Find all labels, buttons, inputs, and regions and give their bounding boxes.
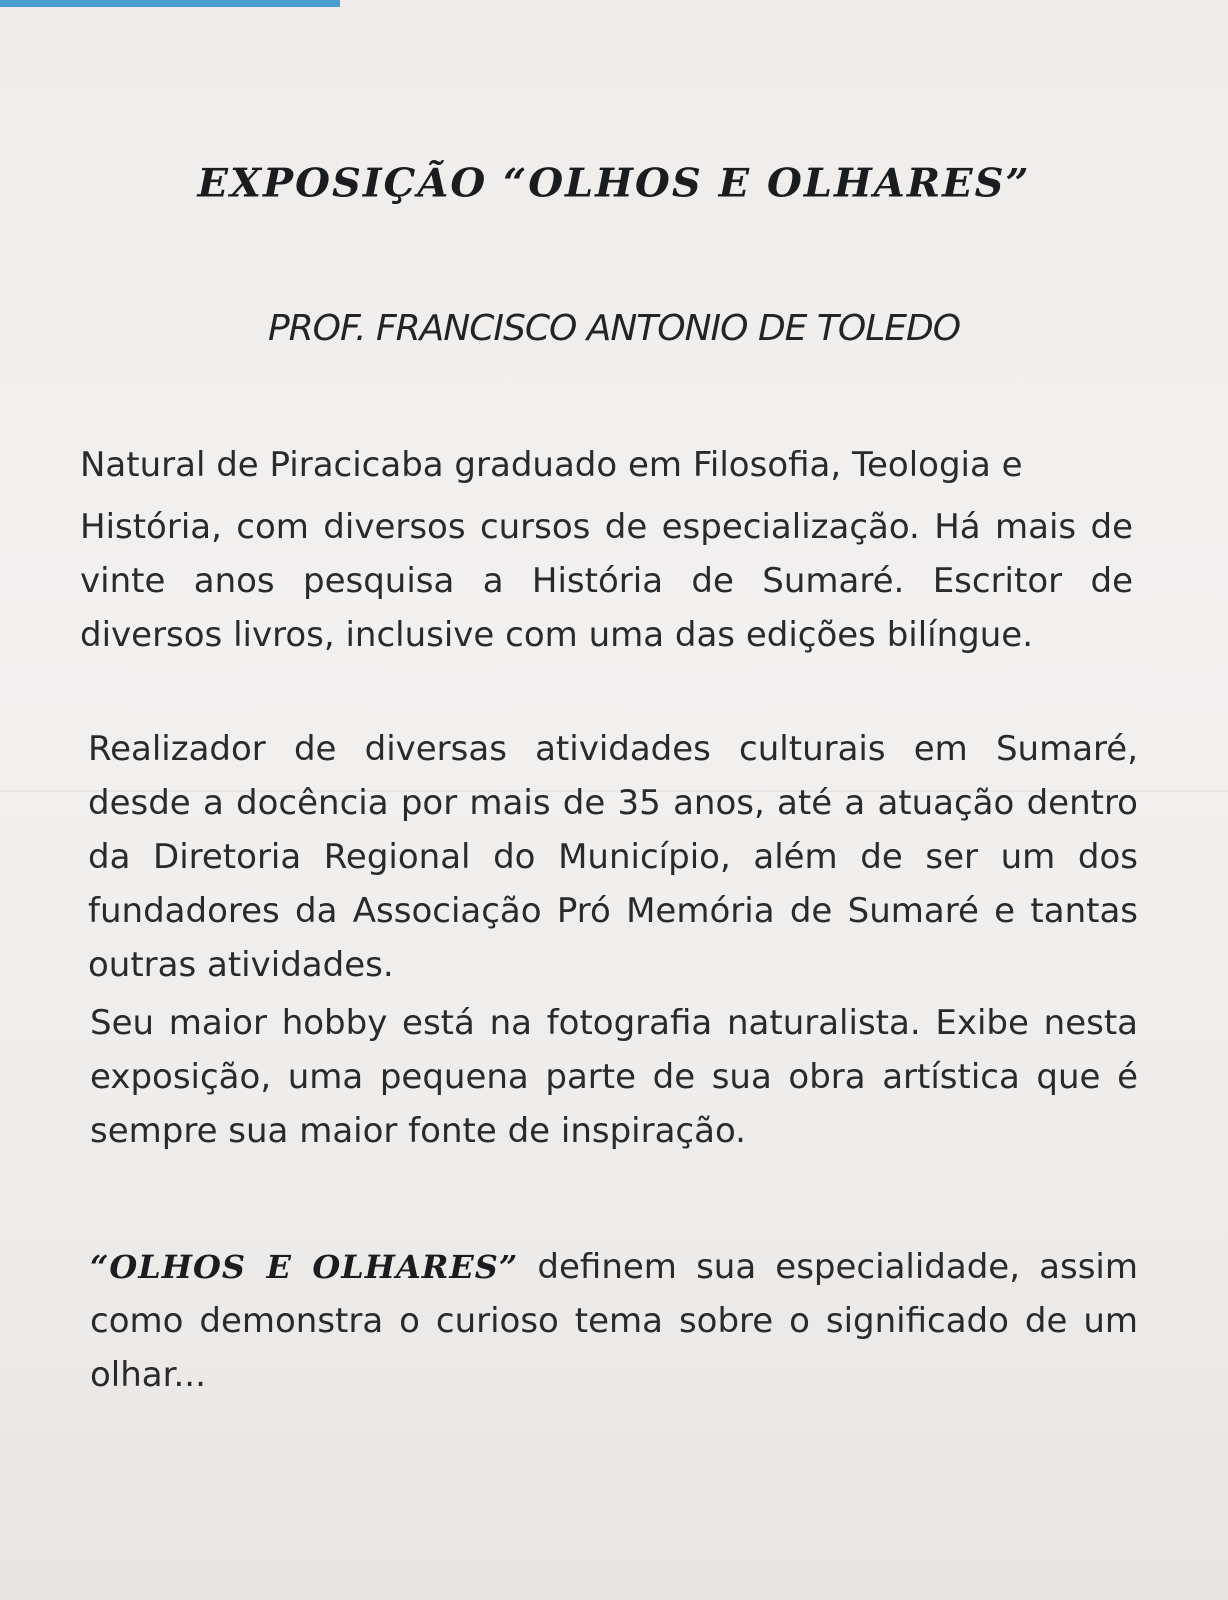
document-title: EXPOSIÇÃO “OLHOS E OLHARES” [197,160,1031,207]
author-name: PROF. FRANCISCO ANTONIO DE TOLEDO [267,308,961,349]
paragraph-biography [80,438,1133,662]
paragraph-closing [90,1240,1138,1402]
paragraph-hobby: Seu maior hobby está na fotografia naturalista. Exibe nesta exposição, uma pequena parte de sua obra artística que é sempre sua maior fonte de inspiração. [90,1003,1138,1151]
blue-edge [0,0,340,7]
paragraph-line: Natural de Piracicaba graduado em Filosofia, Teologia e [80,445,1023,485]
exhibition-name-emphasis: “OLHOS E OLHARES” [90,1248,519,1286]
paragraph-text: definem sua especialidade, assim como demonstra o curioso tema sobre o significado de um olhar... [90,1247,1138,1395]
paragraph-activities: Realizador de diversas atividades culturais em Sumaré, desde a docência por mais de 35 anos, até a atuação dentro da Diretoria Regional do Município, além de ser um dos fundadores da Associação Pró Memória de Sumaré e tantas outras atividades. [88,729,1138,985]
paragraph-text: História, com diversos cursos de especialização. Há mais de vinte anos pesquisa a História de Sumaré. Escritor de diversos livros, inclusive com uma das edições bilíngue. [80,507,1133,655]
